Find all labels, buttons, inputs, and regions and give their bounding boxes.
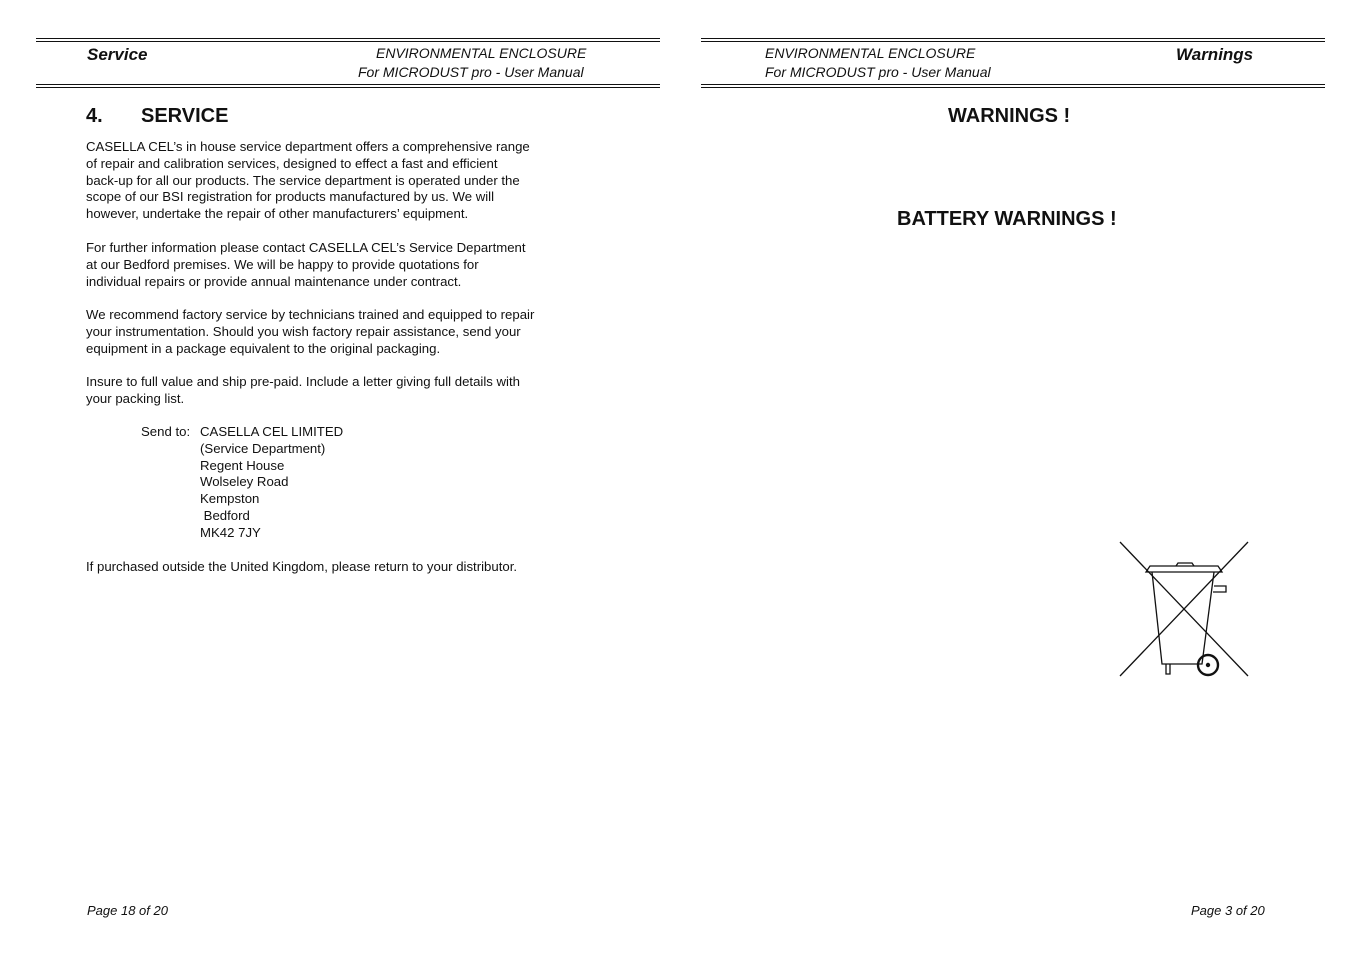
paragraph-factory-service	[86, 307, 586, 357]
paragraph-insure	[86, 374, 586, 408]
page-number-footer: Page 18 of 20	[87, 903, 168, 918]
text-line: For further information please contact CASELLA CEL’s Service Department	[86, 240, 526, 255]
bin-leg	[1166, 664, 1170, 674]
section-heading	[86, 105, 228, 128]
text-line: back-up for all our products. The service department is operated under the	[86, 172, 520, 188]
paragraph-closing	[86, 559, 586, 576]
address-line: Regent House	[200, 457, 285, 473]
text-line: We recommend factory service by technicians trained and equipped to repair	[86, 307, 535, 322]
header-section-title: Warnings	[1176, 45, 1254, 64]
text-line: If purchased outside the United Kingdom, please return to your distributor.	[86, 559, 518, 574]
address-block	[200, 424, 343, 542]
header-doc-subtitle: For MICRODUST pro - User Manual	[765, 64, 991, 80]
text-line: however, undertake the repair of other manufacturers’ equipment.	[86, 206, 469, 222]
bin-lid	[1146, 566, 1222, 572]
page-number-footer: Page 3 of 20	[1191, 903, 1265, 918]
text-line: CASELLA CEL’s in house service department offers a comprehensive range	[86, 139, 530, 154]
header-top-rule	[36, 38, 660, 42]
address-line: MK42 7JY	[200, 524, 261, 540]
header-bottom-rule	[36, 84, 660, 88]
address-line: Wolseley Road	[200, 474, 289, 490]
text-line: at our Bedford premises. We will be happy to provide quotations for	[86, 256, 479, 272]
crossed-out-wheelie-bin-icon	[1118, 540, 1252, 680]
text-line: individual repairs or provide annual maintenance under contract.	[86, 273, 462, 289]
address-line: (Service Department)	[200, 440, 326, 456]
text-line: Insure to full value and ship pre-paid. Include a letter giving full details with	[86, 374, 520, 389]
header-doc-title: ENVIRONMENTAL ENCLOSURE	[765, 45, 976, 61]
text-line: your packing list.	[86, 390, 185, 406]
warnings-heading: WARNINGS !	[948, 105, 1071, 127]
header-top-rule	[701, 38, 1325, 42]
text-line: your instrumentation. Should you wish factory repair assistance, send your	[86, 323, 521, 339]
text-line: scope of our BSI registration for products manufactured by us. We will	[86, 189, 495, 205]
address-line: Bedford	[200, 507, 250, 523]
section-number: 4.	[86, 105, 103, 127]
address-line: CASELLA CEL LIMITED	[200, 424, 344, 439]
section-title: SERVICE	[141, 105, 229, 127]
bin-side-handle	[1213, 586, 1226, 592]
header-bottom-rule	[701, 84, 1325, 88]
bin-wheel-hub	[1206, 663, 1210, 667]
header-doc-title: ENVIRONMENTAL ENCLOSURE	[376, 45, 587, 61]
paragraph-contact	[86, 240, 586, 290]
text-line: of repair and calibration services, designed to effect a fast and efficient	[86, 155, 498, 171]
battery-warnings-heading: BATTERY WARNINGS !	[897, 208, 1117, 230]
address-line: Kempston	[200, 491, 260, 507]
text-line: equipment in a package equivalent to the original packaging.	[86, 340, 441, 356]
header-section-title: Service	[87, 45, 148, 64]
header-doc-subtitle: For MICRODUST pro - User Manual	[358, 64, 584, 80]
send-to-label: Send to:	[141, 424, 191, 439]
right-page	[676, 0, 1351, 954]
paragraph-service-intro	[86, 139, 586, 223]
